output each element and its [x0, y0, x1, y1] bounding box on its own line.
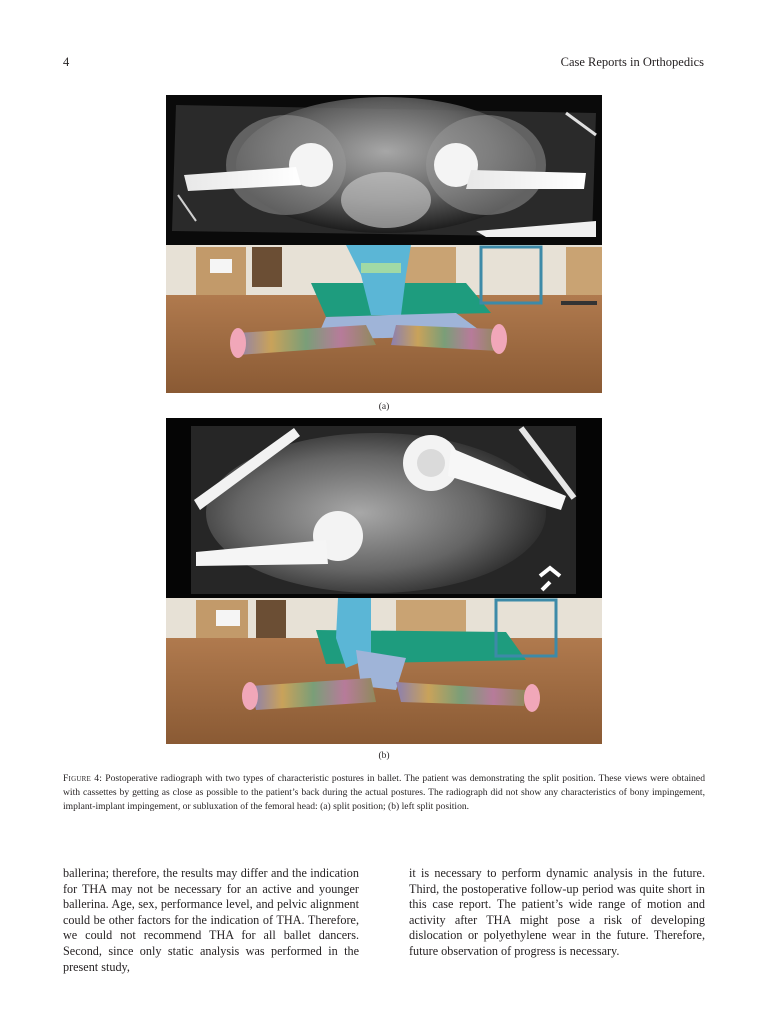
body-text-right-column: it is necessary to perform dynamic analysis in the future. Third, the postoperative follow-up period was quite short in this case report. The patient’s wide range of motion and activity after THA might pose a risk of developing dislocation or polyethylene wear in the future. Therefore, future observation of progress is necessary.: [409, 866, 705, 958]
figure-caption-text: Postoperative radiograph with two types of characteristic postures in ballet. The patient was demonstrating the split position. These views were obtained with cassettes by getting as close as possible to the patient’s back during the actual postures. The radiograph did not show any characteristics of bony impingement, implant-implant impingement, or subluxation of the femoral head: (a) split position; (b) left split position.: [63, 773, 705, 812]
photo-split-position: [166, 245, 602, 393]
radiograph-left-split-position: [166, 418, 602, 598]
panel-a-label: (a): [378, 402, 390, 412]
figure-panel-b: [166, 418, 602, 744]
page-number: 4: [63, 55, 70, 69]
radiograph-split-position: [166, 95, 602, 245]
panel-b-label: (b): [378, 751, 390, 761]
journal-title: Case Reports in Orthopedics: [560, 55, 704, 69]
figure-caption-label: Figure 4:: [63, 773, 103, 784]
figure-panel-a: [166, 95, 602, 393]
photo-left-split-position: [166, 598, 602, 744]
figure-caption: [63, 772, 705, 814]
body-text-left-column: ballerina; therefore, the results may differ and the indication for THA may not be necessary for an active and younger ballerina. Age, sex, performance level, and pelvic alignment could be other factors for the indication of THA. Therefore, we could not recommend THA for all ballet dancers. Second, since only static analysis was performed in the present study,: [63, 866, 359, 974]
